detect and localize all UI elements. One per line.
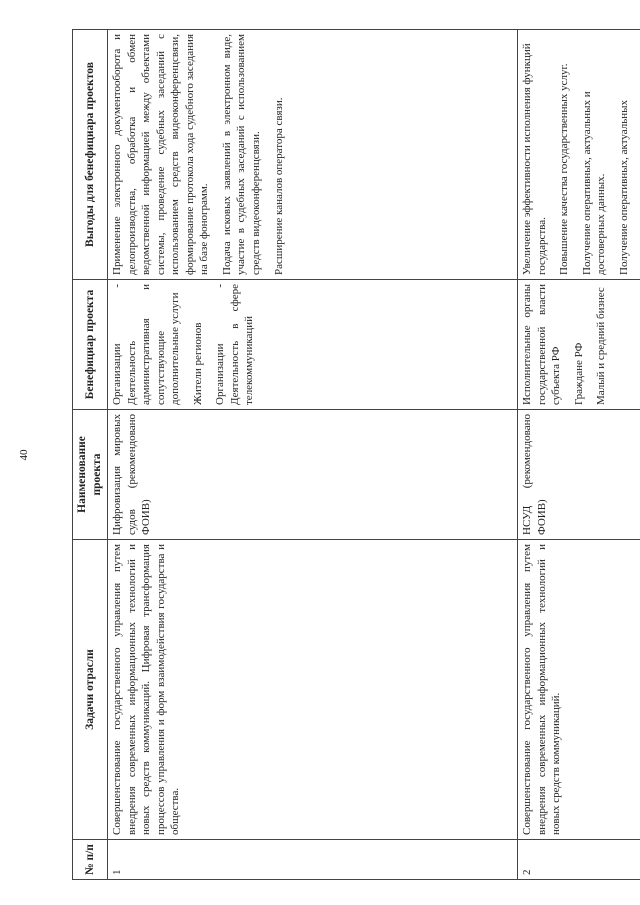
header-project: Наименование проекта [73, 410, 108, 540]
tasks-cell [108, 540, 518, 840]
header-tasks: Задачи отрасли [73, 540, 108, 840]
benefit-item: Подача исковых заявлений в электронном виде, участие в судебных заседаний с использованием средств видеоконференцсвязи. [220, 34, 262, 275]
beneficiary-item: Исполнительные органы государственной власти субъекта РФ [521, 284, 563, 405]
table-row [518, 30, 640, 880]
row-number: 1 [108, 840, 518, 880]
beneficiary-item: Организации - Деятельность административная и сопутствующие дополнительные услуги [111, 284, 182, 405]
rotated-table-container [72, 30, 634, 880]
header-row [73, 30, 108, 880]
table-row [108, 30, 518, 880]
benefits-cell [108, 30, 518, 280]
benefit-item: Расширение каналов оператора связи. [272, 97, 285, 275]
benefit-item: Увеличение эффективности исполнения функций государства. [521, 43, 548, 275]
benefit-item: Повышение качества государственных услуг. [558, 63, 571, 275]
task-text: Совершенствование государственного управления путем внедрения современных информационных технологий и новых средств коммуникаций. [521, 544, 563, 835]
beneficiary-item: Малый и средний бизнес [595, 287, 608, 405]
beneficiary-cell [518, 280, 640, 410]
beneficiary-cell [108, 280, 518, 410]
benefit-item: Получение оперативных, актуальных и достоверных данных. [580, 91, 608, 275]
projects-table [72, 29, 640, 880]
beneficiary-item: Граждане РФ [572, 342, 585, 405]
benefit-item: Применение электронного документооборота и делопроизводства, обработка и обмен ведомственной информацией между объектами системы, проведение судебных заседаний с использованием средств видеоконференцсвязи, формирование протокола хода судебного заседания на базе фонограмм. [111, 34, 211, 275]
tasks-cell [518, 540, 640, 840]
project-cell: Цифровизация мировых судов (рекомендовано ФОИВ) [108, 410, 518, 540]
task-text: Совершенствование государственного управления путем внедрения современных информационных технологий и новых средств коммуникаций. [111, 544, 153, 835]
project-cell: НСУД (рекомендовано ФОИВ) [518, 410, 640, 540]
beneficiary-item: Организации - Деятельность в сфере телекоммуникаций [214, 284, 256, 405]
beneficiary-item: Жители регионов [191, 322, 204, 405]
header-beneficiary: Бенефициар проекта [73, 280, 108, 410]
benefits-cell [518, 30, 640, 280]
benefit-item: Получение оперативных, актуальных [617, 99, 630, 275]
row-number: 2 [518, 840, 640, 880]
header-benefits: Выгоды для бенефициара проектов [73, 30, 108, 280]
task-text: Цифровая трансформация процессов управления и форм взаимодействия государства и общества. [140, 544, 182, 835]
page-number: 40 [18, 449, 30, 461]
header-num: № п/п [73, 840, 108, 880]
